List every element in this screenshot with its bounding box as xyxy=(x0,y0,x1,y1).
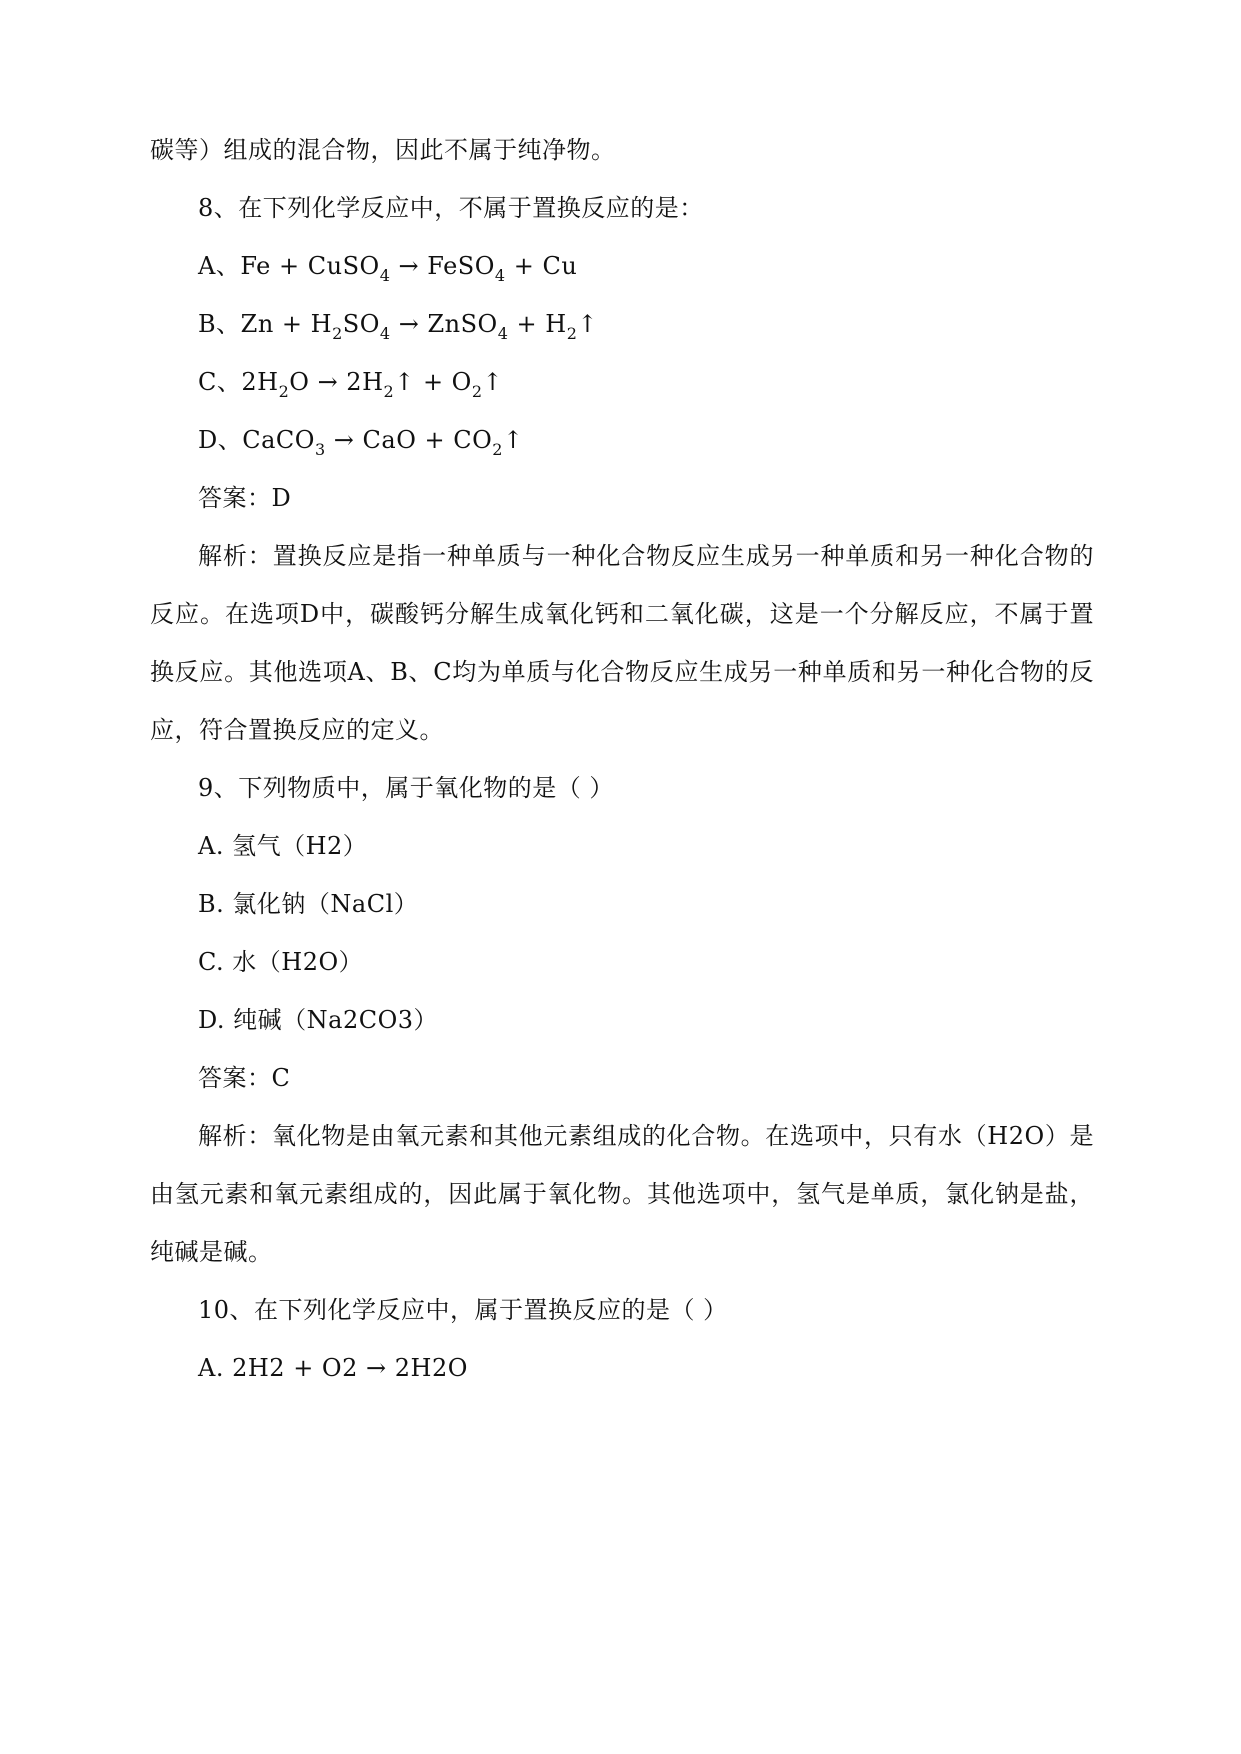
question-8: 8、在下列化学反应中，不属于置换反应的是： xyxy=(198,194,704,222)
formula-text: → FeSO xyxy=(390,252,495,280)
q8-analysis-line: 应，符合置换反应的定义。 xyxy=(150,716,444,744)
formula-subscript: 4 xyxy=(379,266,391,285)
formula-text: O → 2H xyxy=(289,368,384,396)
paragraph-continuation: 碳等）组成的混合物，因此不属于纯净物。 xyxy=(150,136,616,164)
q8-option-c-formula xyxy=(241,368,504,401)
q8-answer: 答案：D xyxy=(198,484,292,512)
q8-option-a xyxy=(198,250,578,285)
q8-analysis-line: 反应。在选项D中，碳酸钙分解生成氧化钙和二氧化碳，这是一个分解反应，不属于置 xyxy=(150,600,1094,628)
formula-text: + Cu xyxy=(505,252,578,280)
q8-option-b xyxy=(198,308,598,343)
formula-text: Zn + H xyxy=(240,310,333,338)
formula-text: ↑ xyxy=(577,310,598,338)
q9-analysis-line: 由氢元素和氧元素组成的，因此属于氧化物。其他选项中，氢气是单质，氯化钠是盐， xyxy=(150,1180,1094,1208)
q8-analysis-line: 换反应。其他选项A、B、C均为单质与化合物反应生成另一种单质和另一种化合物的反 xyxy=(150,658,1094,686)
formula-subscript: 2 xyxy=(332,324,343,343)
formula-text: Fe + CuSO xyxy=(240,252,380,280)
q9-option-a: A. 氢气（H2） xyxy=(198,832,368,860)
q10-option-a: A. 2H2 + O2 → 2H2O xyxy=(198,1354,468,1382)
formula-subscript: 2 xyxy=(492,440,503,459)
q9-option-c: C. 水（H2O） xyxy=(198,948,364,976)
formula-subscript: 3 xyxy=(314,440,326,459)
q9-option-b: B. 氯化钠（NaCl） xyxy=(198,890,419,918)
q8-option-b-formula xyxy=(240,310,598,343)
formula-text: ↑ xyxy=(482,368,504,396)
q8-option-b-label: B、 xyxy=(198,310,241,338)
q9-option-d: D. 纯碱（Na2CO3） xyxy=(198,1006,439,1034)
formula-subscript: 4 xyxy=(494,266,506,285)
q8-option-a-label: A、 xyxy=(198,252,241,280)
q8-analysis-line: 解析：置换反应是指一种单质与一种化合物反应生成另一种单质和另一种化合物的 xyxy=(198,542,1094,570)
q8-option-c xyxy=(198,366,504,401)
formula-text: → CaO + CO xyxy=(325,426,493,454)
formula-text: 2H xyxy=(241,368,279,396)
formula-text: ↑ + O xyxy=(394,368,472,396)
formula-subscript: 2 xyxy=(566,324,578,343)
q9-answer: 答案：C xyxy=(198,1064,291,1092)
formula-subscript: 4 xyxy=(379,324,391,343)
formula-subscript: 2 xyxy=(383,382,395,401)
q8-option-d-label: D、 xyxy=(198,426,243,454)
q8-option-a-formula xyxy=(240,252,578,285)
question-10: 10、在下列化学反应中，属于置换反应的是（ ） xyxy=(198,1296,728,1324)
formula-subscript: 2 xyxy=(278,382,290,401)
question-9: 9、下列物质中，属于氧化物的是（ ） xyxy=(198,774,614,802)
q9-analysis-line: 纯碱是碱。 xyxy=(150,1238,273,1266)
formula-text: SO xyxy=(342,310,380,338)
formula-subscript: 2 xyxy=(471,382,483,401)
formula-text: CaCO xyxy=(242,426,315,454)
formula-text: → ZnSO xyxy=(390,310,498,338)
q8-option-c-label: C、 xyxy=(198,368,242,396)
q9-analysis-line: 解析：氧化物是由氧元素和其他元素组成的化合物。在选项中，只有水（H2O）是 xyxy=(198,1122,1094,1150)
formula-text: + H xyxy=(508,310,567,338)
formula-text: ↑ xyxy=(502,426,524,454)
q8-option-d xyxy=(198,424,524,459)
formula-subscript: 4 xyxy=(497,324,509,343)
q8-option-d-formula xyxy=(242,426,524,459)
